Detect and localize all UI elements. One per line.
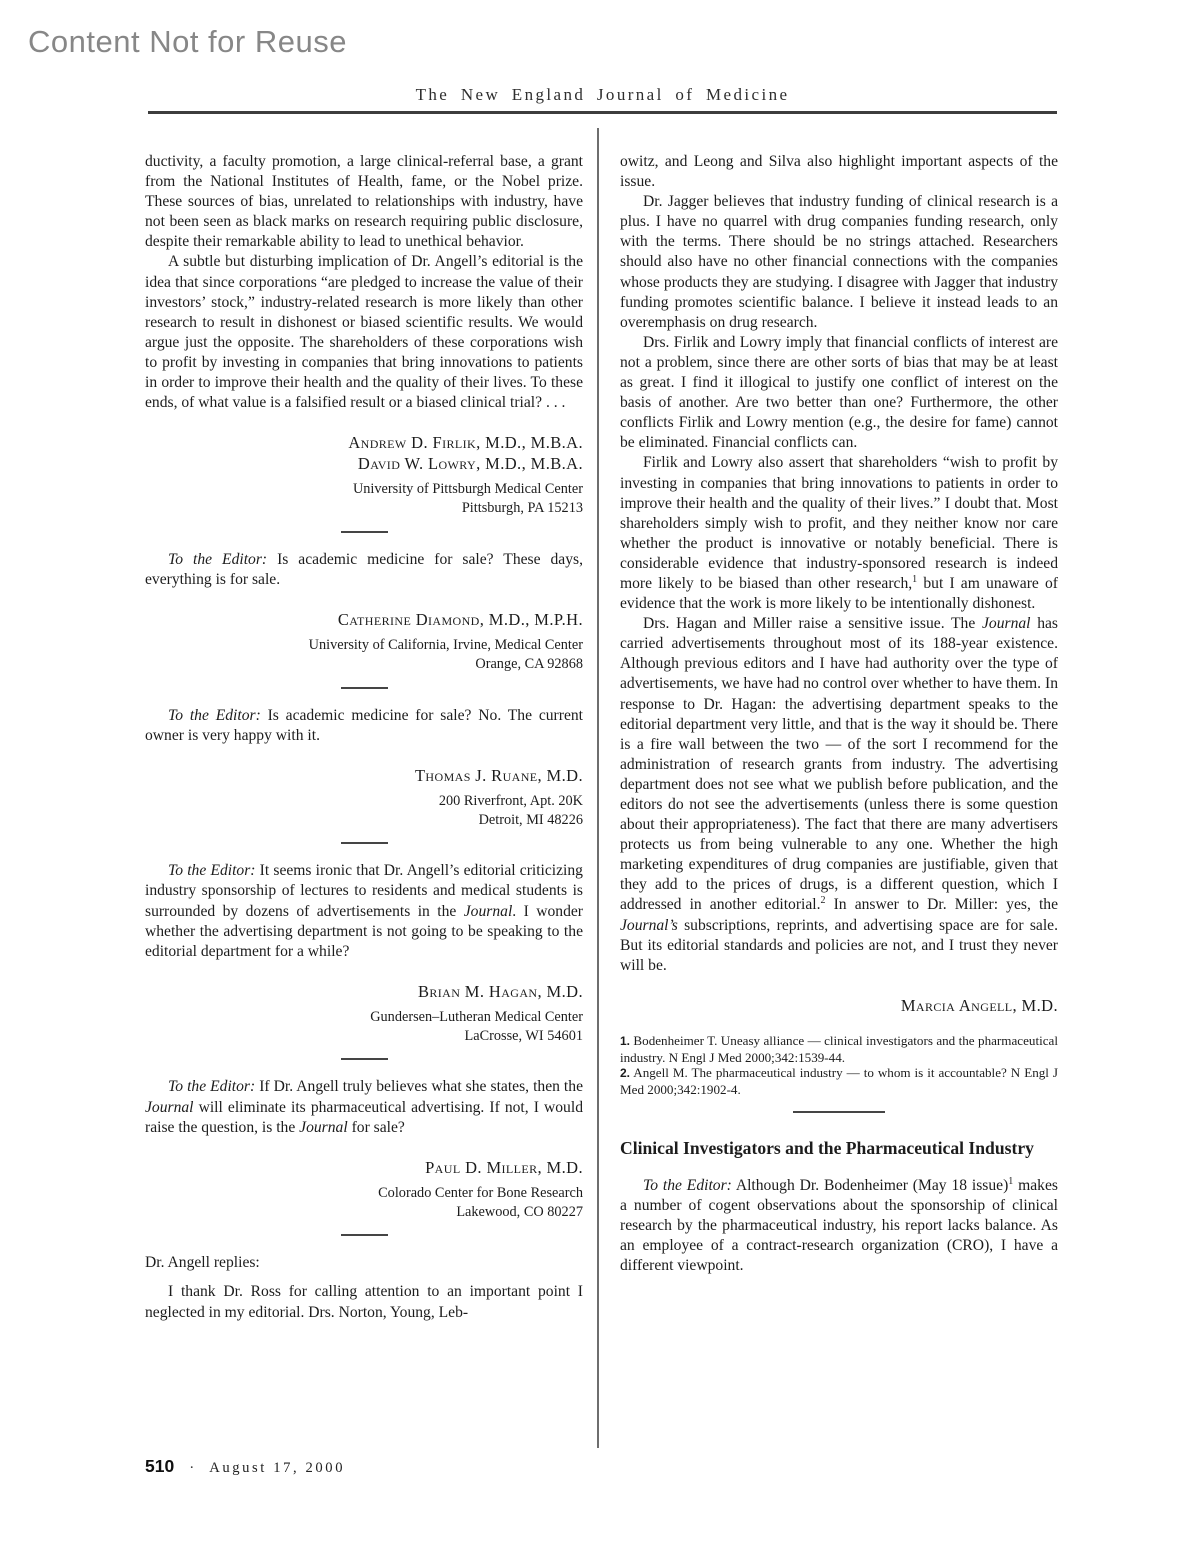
signature-name: Brian M. Hagan, M.D. bbox=[417, 981, 583, 1001]
page-number: 510 bbox=[145, 1456, 175, 1476]
paragraph: A subtle but disturbing implication of Dr. Angell’s editorial is the idea that since corporations “are pledged to increase the value of their investors’ stock,” industry-related research is more likely than other research to result in dishonest or biased scientific results. We would argue just the opposite. The shareholders of these corporations wish to profit by investing in companies that bring innovations to patients in order to improve their health and the quality of their lives. To these ends, of what value is a falsified result or a biased clinical trial? . . . bbox=[145, 253, 583, 412]
reference-item: 1. Bodenheimer T. Uneasy alliance — clinical investigators and the pharmaceutical industry. N Engl J Med 2000;342:1539-44. bbox=[620, 1032, 1058, 1065]
paragraph: To the Editor: Is academic medicine for sale? These days, everything is for sale. bbox=[145, 550, 583, 588]
signature-address-line: Detroit, MI 48226 bbox=[478, 811, 583, 828]
section-divider bbox=[341, 687, 388, 689]
paragraph: owitz, and Leong and Silva also highlight important aspects of the issue. bbox=[620, 153, 1058, 191]
references bbox=[620, 1033, 1058, 1098]
signature-block bbox=[145, 1157, 583, 1222]
signature-address-line: LaCrosse, WI 54601 bbox=[464, 1027, 583, 1044]
page-footer bbox=[145, 1456, 345, 1477]
signature-name: Andrew D. Firlik, M.D., M.B.A. bbox=[348, 433, 583, 453]
footer-separator-dot: · bbox=[189, 1460, 195, 1476]
section-divider bbox=[793, 1111, 885, 1113]
signature-block bbox=[620, 995, 1058, 1016]
paragraph: To the Editor: Although Dr. Bodenheimer (May 18 issue)$^1$ makes a number of cogent observations about the sponsorship of clinical research by the pharmaceutical industry, his report lacks balance. As an employee of a contract-research organization (CRO), I have a different viewpoint. bbox=[620, 1175, 1058, 1274]
section-heading: Clinical Investigators and the Pharmaceutical Industry bbox=[620, 1138, 1034, 1159]
signature-block bbox=[145, 981, 583, 1046]
right-column bbox=[620, 152, 1058, 1276]
signature-address-line: Gundersen–Lutheran Medical Center bbox=[370, 1008, 583, 1025]
paragraph: I thank Dr. Ross for calling attention to an important point I neglected in my editorial. Drs. Norton, Young, Leb- bbox=[145, 1283, 583, 1321]
signature-name: Marcia Angell, M.D. bbox=[900, 995, 1058, 1015]
signature-name: Paul D. Miller, M.D. bbox=[425, 1157, 583, 1177]
signature-address-line: Pittsburgh, PA 15213 bbox=[461, 500, 583, 517]
paragraph: ductivity, a faculty promotion, a large clinical-referral base, a grant from the National Institutes of Health, fame, or the Nobel prize. These sources of bias, unrelated to relationships with industry, have not been seen as black marks on research requiring public disclosure, despite their remarkable ability to lead to unethical behavior. bbox=[145, 153, 583, 251]
reference-item: 2. Angell M. The pharmaceutical industry — to whom is it accountable? N Engl J Med 2000;342:1902-4. bbox=[620, 1065, 1058, 1098]
signature-name: Thomas J. Ruane, M.D. bbox=[414, 765, 583, 785]
signature-address-line: University of California, Irvine, Medical Center bbox=[308, 637, 583, 653]
signature-address-line: Lakewood, CO 80227 bbox=[456, 1203, 583, 1220]
signature-address-line: University of Pittsburgh Medical Center bbox=[352, 481, 583, 498]
signature-address-line: Orange, CA 92868 bbox=[475, 655, 583, 672]
paragraph: To the Editor: It seems ironic that Dr. Angell’s editorial criticizing industry sponsorship of lectures to residents and medical students is surrounded by dozens of advertisements in the Journal. I wonder whether the advertising department is not going to be speaking to the editorial department for a while? bbox=[145, 862, 583, 960]
signature-name: Catherine Diamond, M.D., M.P.H. bbox=[337, 610, 583, 629]
header-rule bbox=[148, 111, 1057, 114]
signature-name: David W. Lowry, M.D., M.B.A. bbox=[357, 454, 583, 474]
section-divider bbox=[341, 842, 388, 844]
journal-title: The New England Journal of Medicine bbox=[415, 85, 790, 104]
left-column bbox=[145, 152, 583, 1323]
paragraph: To the Editor: If Dr. Angell truly believes what she states, then the Journal will eliminate its pharmaceutical advertising. If not, I would raise the question, is the Journal for sale? bbox=[145, 1078, 583, 1136]
signature-block bbox=[145, 609, 583, 674]
section-divider bbox=[341, 1234, 388, 1236]
watermark-text: Content Not for Reuse bbox=[28, 24, 347, 59]
paragraph: To the Editor: Is academic medicine for sale? No. The current owner is very happy with it. bbox=[145, 706, 583, 744]
signature-address-line: Colorado Center for Bone Research bbox=[378, 1184, 583, 1201]
section-divider bbox=[341, 531, 388, 533]
paragraph: Drs. Firlik and Lowry imply that financial conflicts of interest are not a problem, since there are other sorts of bias that may be at least as great. I find it illogical to justify one conflict of interest on the basis of another. Are two better than one? Furthermore, the other conflicts Firlik and Lowry mention (e.g., the desire for fame) cannot be eliminated. Financial conflicts can. bbox=[620, 333, 1058, 452]
paragraph: Firlik and Lowry also assert that shareholders “wish to profit by investing in companies that bring innovations to patients in order to improve their health and the quality of their lives.” I doubt that. Most shareholders simply wish to profit, and they neither know nor care whether the product is innovative or notably beneficial. There is considerable evidence that industry-sponsored research is indeed more likely to be biased than other research,$^1$ but I am unaware of evidence that the work is more likely to be intentionally dishonest. bbox=[620, 454, 1059, 613]
reply-label: Dr. Angell replies: bbox=[145, 1254, 260, 1272]
signature-block bbox=[145, 765, 583, 830]
paragraph: Drs. Hagan and Miller raise a sensitive issue. The Journal has carried advertisements throughout most of its 188-year existence. Although previous editors and I have had authority over the type of advertisements, we have had no control over whether to have them. In response to Dr. Hagan: the advertising department speaks to the editorial department very little, and that is the way it should be. There is a fire wall between the two — of the sort I recommend for the administration of research grants from industry. The advertising department does not see what we publish before publication, and the editors do not see the advertisements (unless there is some question about their appropriateness). The fact that there are many advertisers protects us from being vulnerable to any one. Whether the high marketing expenditures of drug companies are justifiable, given that they add to the prices of drugs, is a different question, which I addressed in another editorial.$^2$ In answer to Dr. Miller: yes, the Journal’s subscriptions, reprints, and advertising space are for sale. But its editorial standards and policies are not, and I trust they never will be. bbox=[620, 615, 1058, 974]
paragraph: Dr. Jagger believes that industry funding of clinical research is a plus. I have no quarrel with drug companies funding research, only with the terms. There should be no strings attached. Researchers should also have no other financial connections with the companies whose products they are studying. I disagree with Jagger that industry funding promotes scientific balance. I believe it instead leads to an overemphasis on drug research. bbox=[620, 193, 1058, 331]
issue-date: August 17, 2000 bbox=[209, 1460, 346, 1476]
signature-block bbox=[145, 432, 583, 518]
signature-address-line: 200 Riverfront, Apt. 20K bbox=[438, 792, 583, 809]
section-divider bbox=[341, 1058, 388, 1060]
column-divider-rule bbox=[597, 128, 599, 1448]
